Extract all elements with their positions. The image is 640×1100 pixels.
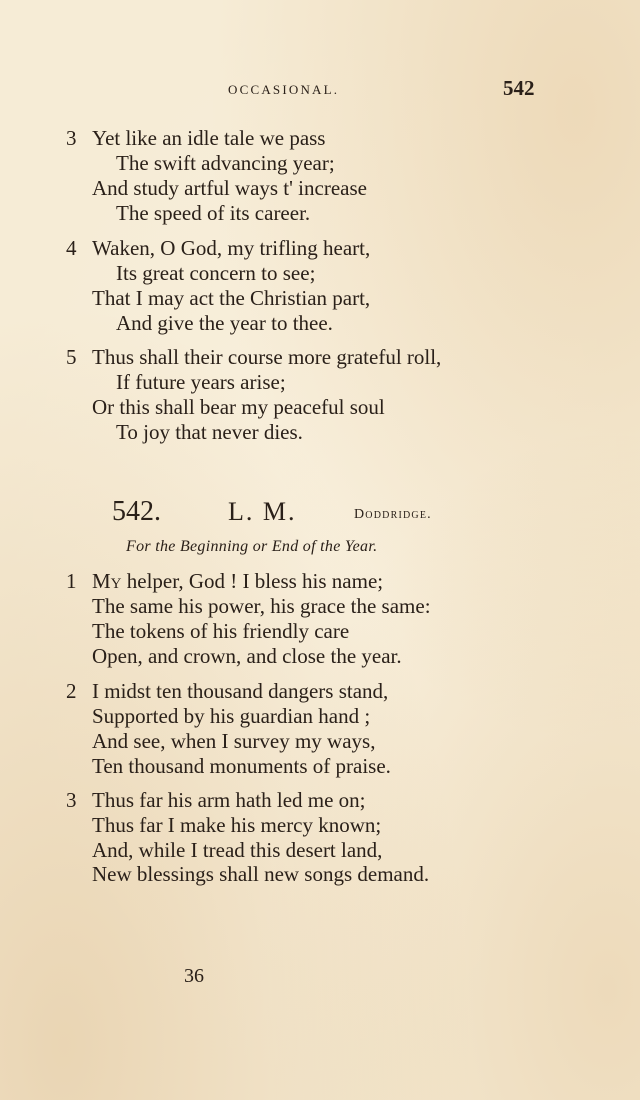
verse-line: And study artful ways t' increase — [92, 176, 367, 200]
page-number: 542 — [503, 76, 535, 100]
stanza-number: 2 — [66, 679, 77, 703]
verse-line: And see, when I survey my ways, — [92, 729, 376, 753]
verse-line: Or this shall bear my peaceful soul — [92, 395, 385, 419]
verse-line: Ten thousand monuments of praise. — [92, 754, 391, 778]
verse-line: Thus shall their course more grateful roll, — [92, 345, 442, 369]
hymn-subtitle: For the Beginning or End of the Year. — [126, 538, 378, 555]
signature-mark: 36 — [184, 965, 204, 987]
verse-line: The swift advancing year; — [116, 151, 335, 175]
hymn-number: 542. — [112, 496, 161, 527]
verse-line: And give the year to thee. — [116, 311, 333, 335]
verse-line: I midst ten thousand dangers stand, — [92, 679, 389, 703]
verse-line: The same his power, his grace the same: — [92, 594, 431, 618]
verse-line: If future years arise; — [116, 370, 286, 394]
verse-line: New blessings shall new songs demand. — [92, 862, 430, 886]
verse-line: Its great concern to see; — [116, 261, 316, 285]
hymn-meter: L. M. — [228, 497, 297, 526]
hymn-author: Doddridge. — [354, 507, 432, 522]
stanza-number: 4 — [66, 236, 77, 260]
stanza-number: 1 — [66, 569, 77, 593]
verse-line — [92, 569, 383, 593]
verse-line: To joy that never dies. — [116, 420, 303, 444]
verse-line: Supported by his guardian hand ; — [92, 704, 371, 728]
stanza-number: 3 — [66, 788, 77, 812]
verse-line: The tokens of his friendly care — [92, 619, 350, 643]
verse-line: That I may act the Christian part, — [92, 286, 371, 310]
verse-line: Thus far I make his mercy known; — [92, 813, 382, 837]
verse-line: Open, and crown, and close the year. — [92, 644, 402, 668]
stanza-number: 5 — [66, 345, 77, 369]
first-word: My — [92, 569, 122, 593]
verse-line: And, while I tread this desert land, — [92, 838, 383, 862]
running-head: OCCASIONAL. — [228, 82, 340, 97]
verse-line: The speed of its career. — [116, 201, 311, 225]
stanza-number: 3 — [66, 126, 77, 150]
verse-line: Waken, O God, my trifling heart, — [92, 236, 371, 260]
verse-line: Thus far his arm hath led me on; — [92, 788, 366, 812]
verse-line: Yet like an idle tale we pass — [92, 126, 326, 150]
verse-line-rest: helper, God ! I bless his name; — [121, 569, 384, 593]
